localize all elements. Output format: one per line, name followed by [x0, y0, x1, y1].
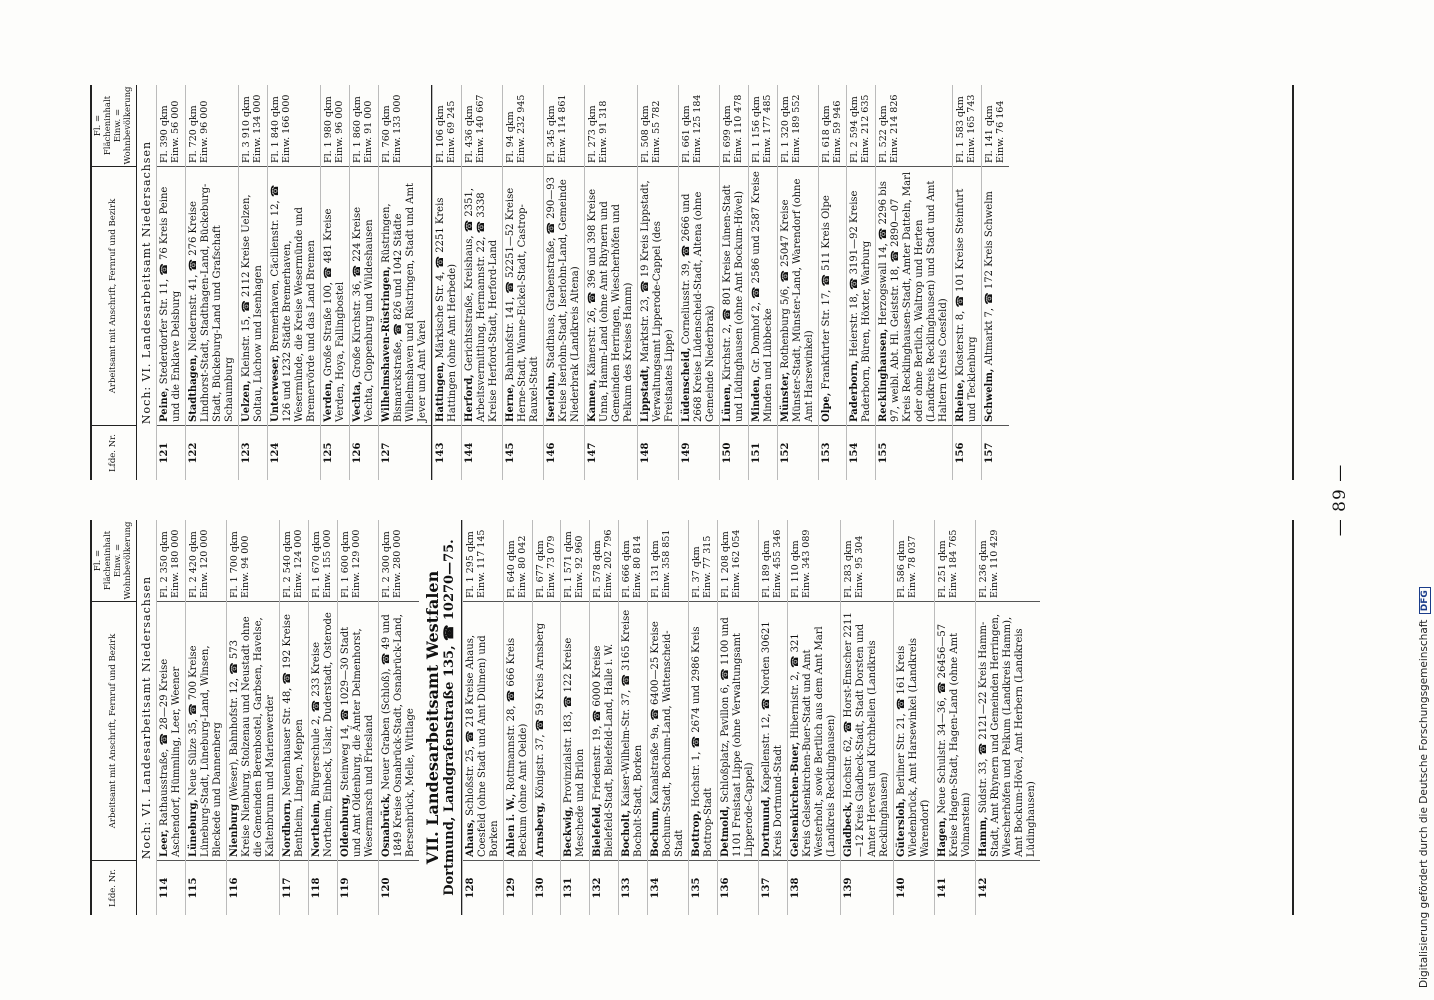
entry-number: 130 — [535, 877, 546, 899]
rows-westfalen — [462, 520, 1040, 915]
area-population: Fl. 345 qkm Einw. 114 861 — [544, 85, 584, 167]
office-details: Stadthaus, Grabenstraße, ☎ 290—93 Kreise Iserlohn-Stadt, Iserlohn-Land, Gemeinde Niederbrak (Landkreis Altena) — [546, 177, 581, 422]
office-place: Paderborn, — [848, 359, 860, 422]
office-details: Neuenhauser Str. 48, ☎ 192 Kreise Bentheim, Lingen, Meppen — [282, 614, 305, 857]
entry-description — [338, 602, 378, 861]
entry-description — [638, 167, 678, 426]
table-row — [787, 520, 840, 915]
entry-description — [503, 167, 543, 426]
digitization-credit — [1418, 587, 1431, 988]
table-row — [678, 85, 719, 480]
entry-description — [819, 167, 846, 426]
entry-description — [533, 602, 560, 861]
column-header — [92, 85, 137, 480]
entry-number: 134 — [649, 877, 661, 899]
header-area: Fl. = Flächeninhalt Einw. = Wohnbevölkerung — [92, 520, 136, 602]
table-row — [267, 85, 320, 480]
entry-number: 121 — [159, 442, 170, 464]
table-row — [503, 520, 532, 915]
entry-description — [463, 602, 503, 861]
entry-description — [350, 167, 378, 426]
entry-number: 138 — [789, 877, 801, 899]
header-desc: Arbeitsamt mit Anschrift, Fernruf und Bezirk — [92, 602, 136, 861]
office-place: Osnabrück, — [381, 792, 392, 857]
entry-number: 126 — [352, 442, 363, 464]
office-place: Vechta, — [352, 380, 363, 422]
table-row — [502, 85, 543, 480]
area-population: Fl. 1 295 qkm Einw. 117 145 — [463, 520, 503, 602]
office-place: Unterweser, — [270, 354, 281, 422]
continuation-line: Noch: VI. Landesarbeitsamt Niedersachsen — [140, 575, 153, 860]
area-population: Fl. 1 208 qkm Einw. 162 054 — [718, 520, 758, 602]
area-population: Fl. 3 910 qkm Einw. 134 000 — [239, 85, 267, 167]
table-row — [432, 85, 461, 480]
entry-description — [749, 167, 777, 426]
office-details: Hibernistr. 2, ☎ 321 Kreis Gelsenkirchen-Buer-Stadt und Amt Westerholt, sowie Bertlich aus dem Amt Marl (Landkreis Recklinghausen) — [789, 626, 837, 857]
office-place: Recklinghausen, — [877, 328, 889, 422]
entry-number: 120 — [381, 877, 392, 899]
area-population: Fl. 273 qkm Einw. 91 318 — [585, 85, 637, 167]
table-row — [337, 520, 378, 915]
page-number: — 89 — — [1330, 463, 1350, 537]
entry-number: 151 — [751, 442, 762, 464]
entry-description — [935, 602, 975, 861]
area-population: Fl. 1 571 qkm Einw. 92 960 — [561, 520, 589, 602]
area-population: Fl. 251 qkm Einw. 184 765 — [935, 520, 975, 602]
office-details: Bürgerschule 2, ☎ 233 Kreise Northeim, Einbeck, Uslar, Duderstadt, Osterode — [311, 612, 334, 857]
entry-description — [689, 602, 717, 861]
office-details: Kirchstr. 2, ☎ 801 Kreise Lünen-Stadt und Lüdinghausen (ohne Amt Bockum-Hövel) — [722, 184, 745, 422]
office-place: Minden, — [751, 375, 762, 422]
office-details: Gerichtsstraße, Kreishaus, ☎ 2351, Arbeitsvermittlung, Hermannstr. 22, ☎ 3338 Kreise Herford-Stadt, Herford-Land — [464, 187, 499, 422]
area-population: Fl. 2 350 qkm Einw. 180 000 — [157, 520, 185, 602]
office-place: Peine, — [159, 387, 170, 422]
table-row — [378, 520, 419, 915]
office-details: Rüstringen, Bismarckstraße, ☎ 826 und 1042 Städte Wilhelmshaven und Rüstringen, Stadt und Amt Jever und Amt Varel — [381, 183, 428, 422]
area-population: Fl. 283 qkm Einw. 95 304 — [841, 520, 893, 602]
entry-number: 143 — [435, 442, 446, 464]
entry-description — [982, 167, 1009, 426]
area-population: Fl. 640 qkm Einw. 80 042 — [504, 520, 532, 602]
office-place: Hagen, — [936, 816, 948, 857]
entry-description — [379, 602, 419, 861]
area-population: Fl. 37 qkm Einw. 77 315 — [689, 520, 717, 602]
entry-description — [309, 602, 337, 861]
table-row — [560, 520, 589, 915]
entry-number: 152 — [780, 442, 791, 464]
entry-description — [718, 602, 758, 861]
office-place: Gelsenkirchen-Buer, — [789, 741, 801, 857]
right-column — [90, 85, 1294, 480]
table-row — [589, 520, 618, 915]
office-details: Rathausstraße, ☎ 28—29 Kreise Aschendorf, Hümmling, Leer, Weener — [159, 658, 182, 857]
section-title: VII. Landesarbeitsamt Westfalen — [423, 570, 442, 865]
table-row — [543, 85, 584, 480]
office-place: Wilhelmshaven-Rüstringen, — [381, 266, 392, 422]
office-place: Herne, — [505, 383, 516, 422]
office-details: Provinzialstr. 183, ☎ 122 Kreise Meschede und Brilon — [562, 637, 586, 857]
section-address: Dortmund, Landgrafenstraße 135, ☎ 10270—75. — [442, 520, 462, 915]
office-place: Arnsberg, — [535, 801, 546, 857]
office-place: Bochum, — [649, 807, 661, 857]
entry-number: 131 — [562, 877, 574, 899]
entry-description — [648, 602, 688, 861]
entry-description — [847, 167, 875, 426]
entry-number: 129 — [506, 877, 517, 899]
office-details: Marktstr. 23, ☎ 19 Kreis Lippstadt, Verwaltungsamt Lipperode-Cappel (des Freistaates Lippe) — [640, 180, 675, 422]
table-row — [349, 85, 378, 480]
entry-description — [619, 602, 647, 861]
area-population: Fl. 720 qkm Einw. 96 000 — [186, 85, 238, 167]
office-details: Heierstr. 18, ☎ 3191—92 Kreise Paderborn, Büren, Höxter, Warburg — [848, 190, 872, 422]
left-column — [90, 520, 1294, 915]
entry-number: 139 — [842, 877, 854, 899]
office-place: Oldenburg, — [340, 793, 351, 857]
table-row — [320, 85, 349, 480]
area-population: Fl. 141 qkm Einw. 76 164 — [982, 85, 1009, 167]
entry-number: 146 — [546, 442, 557, 464]
table-row — [647, 520, 688, 915]
entry-description — [186, 602, 226, 861]
table-row — [279, 520, 308, 915]
entry-number: 141 — [936, 877, 948, 899]
office-details: Hochstr. 62, ☎ Horst-Emscher 2211—12 Kreis Gladbeck-Stadt, Stadt Dorsten und Amter Hervest und Kirchhellen (Landkreis Recklinghausen) — [842, 612, 890, 857]
entry-number: 132 — [591, 877, 603, 899]
rows-niedersachsen — [156, 85, 431, 480]
office-place: Münster, — [780, 371, 791, 422]
area-population: Fl. 508 qkm Einw. 55 782 — [638, 85, 678, 167]
area-population: Fl. 2 420 qkm Einw. 120 000 — [186, 520, 226, 602]
table-row — [818, 85, 846, 480]
area-population: Fl. 2 540 qkm Einw. 124 000 — [280, 520, 308, 602]
table-row — [584, 85, 637, 480]
entry-number: 136 — [719, 877, 731, 899]
table-row — [688, 520, 717, 915]
office-place: Bottrop, — [690, 810, 702, 857]
entry-number: 116 — [229, 877, 240, 899]
office-details: Königstr. 37, ☎ 59 Kreis Arnsberg — [535, 622, 546, 799]
entry-description — [590, 602, 618, 861]
office-place: Hattingen, — [435, 361, 446, 422]
office-details: Kleinstr. 15, ☎ 2112 Kreise Uelzen, Soltau, Lüchow und Isenhagen — [241, 194, 264, 422]
table-row — [637, 85, 678, 480]
entry-number: 142 — [977, 877, 989, 899]
entry-description — [679, 167, 719, 426]
office-details: Friedenstr. 19, ☎ 6000 Kreise Bielefeld-Stadt, Bielefeld-Land, Halle i. W. — [591, 643, 615, 857]
entry-description — [504, 602, 532, 861]
entry-description — [894, 602, 934, 861]
entry-number: 156 — [954, 442, 966, 464]
area-population: Fl. 699 qkm Einw. 110 478 — [720, 85, 748, 167]
header-area: Fl. = Flächeninhalt Einw. = Wohnbevölkerung — [92, 85, 136, 167]
table-row — [238, 85, 267, 480]
entry-number: 137 — [760, 877, 772, 899]
entry-description — [778, 167, 818, 426]
office-details: Schloßstr. 25, ☎ 218 Kreise Ahaus, Coesfeld (ohne Stadt und Amt Dülmen) und Borken — [465, 634, 500, 857]
entry-description — [280, 602, 308, 861]
table-row — [226, 520, 279, 915]
entry-description — [379, 167, 431, 426]
entry-description — [462, 167, 502, 426]
office-place: Bielefeld, — [591, 803, 603, 857]
header-desc: Arbeitsamt mit Anschrift, Fernruf und Bezirk — [92, 167, 136, 426]
entry-description — [720, 167, 748, 426]
entry-number: 148 — [640, 442, 651, 464]
office-details: Altmarkt 7, ☎ 172 Kreis Schwelm — [983, 191, 995, 366]
office-place: Uelzen, — [241, 380, 252, 422]
area-population: Fl. 2 594 qkm Einw. 212 635 — [847, 85, 875, 167]
entry-number: 123 — [241, 442, 252, 464]
area-population: Fl. 1 980 qkm Einw. 96 000 — [321, 85, 349, 167]
office-details: Bremerhaven, Cäcilienstr. 12, ☎ 126 und 1232 Städte Bremerhaven, Wesermünde, die Kreise Wesermünde und Bremervörde und das Land Bremen — [270, 184, 317, 422]
area-population: Fl. 94 qkm Einw. 232 945 — [503, 85, 543, 167]
office-details: Steinweg 14, ☎ 1029—30 Stadt und Amt Oldenburg, die Ämter Delmenhorst, Wesermarsch und Friesland — [340, 626, 375, 857]
area-population: Fl. 1 583 qkm Einw. 165 743 — [953, 85, 981, 167]
office-details: Kaiser-Wilhelm-Str. 37, ☎ 3165 Kreise Bocholt-Stadt, Borken — [620, 609, 644, 857]
table-row — [719, 85, 748, 480]
table-row — [875, 85, 952, 480]
entry-number: 149 — [681, 442, 692, 464]
entry-description — [976, 602, 1040, 861]
office-place: Herford, — [464, 374, 475, 422]
area-population: Fl. 390 qkm Einw. 56 000 — [157, 85, 185, 167]
area-population: Fl. 436 qkm Einw. 140 667 — [462, 85, 502, 167]
dfg-logo: DFG — [1419, 587, 1431, 614]
entry-number: 115 — [188, 877, 199, 899]
table-row — [748, 85, 777, 480]
office-place: Gladbeck, — [842, 801, 854, 857]
table-row — [840, 520, 893, 915]
office-place: Lippstadt, — [640, 365, 651, 422]
entry-number: 154 — [848, 442, 860, 464]
entry-number: 133 — [620, 877, 632, 899]
office-place: Nienburg — [229, 803, 240, 857]
office-details: Berliner Str. 21, ☎ 161 Kreis Wiedenbrück, Amt Harsewinkel (Landkreis Warendorf) — [895, 637, 931, 857]
table-row — [156, 520, 185, 915]
office-details: Neue Schulstr. 34—36, ☎ 26456—57 Kreise Hagen-Stadt, Hagen-Land (ohne Amt Volmarstein) — [936, 623, 972, 857]
office-place: Dortmund, — [760, 796, 772, 857]
area-population: Fl. 2 300 qkm Einw. 280 000 — [379, 520, 419, 602]
table-row — [934, 520, 975, 915]
office-details: Rothenburg 5/6, ☎ 25047 Kreise Münster-Stadt, Münster-Land, Warendorf (ohne Amt Harsewinkel) — [780, 178, 815, 422]
table-row — [308, 520, 337, 915]
table-row — [893, 520, 934, 915]
area-population: Fl. 1 700 qkm Einw. 94 000 — [227, 520, 279, 602]
entry-description — [585, 167, 637, 426]
entry-number: 145 — [505, 442, 516, 464]
table-row — [532, 520, 560, 915]
table-row — [758, 520, 787, 915]
office-place: Lüdenscheid, — [681, 347, 692, 422]
office-place: Stadthagen, — [188, 354, 199, 422]
entry-number: 135 — [690, 877, 702, 899]
table-row — [618, 520, 647, 915]
entry-number: 128 — [465, 877, 476, 899]
area-population: Fl. 131 qkm Einw. 358 851 — [648, 520, 688, 602]
office-place: Ahaus, — [465, 819, 476, 857]
entry-description — [433, 167, 461, 426]
office-place: Beckwig, — [562, 806, 574, 857]
area-population: Fl. 578 qkm Einw. 202 796 — [590, 520, 618, 602]
area-population: Fl. 189 qkm Einw. 455 346 — [759, 520, 787, 602]
office-details: Märkische Str. 4, ☎ 2251 Kreis Hattingen (ohne Amt Herbede) — [435, 197, 458, 422]
table-row — [462, 520, 503, 915]
office-details: Schloßplatz, Pavillon 6, ☎ 1100 und 1101 Freistaat Lippe (ohne Verwaltungsamt Lipperode-Cappel) — [719, 617, 755, 857]
table-row — [717, 520, 758, 915]
area-population: Fl. 1 156 qkm Einw. 177 485 — [749, 85, 777, 167]
table-row — [952, 85, 981, 480]
office-details: (Weser), Bahnhofstr. 12, ☎ 573 Kreise Nienburg, Stolzenau und Neustadt ohne die Gemeinden Berenbostel, Garbsen, Havelse, Kaltenbrunn und Marienwerder — [229, 616, 276, 857]
office-details: Kapellenstr. 12, ☎ Norden 30621 Kreis Dortmund-Stadt — [760, 621, 784, 857]
table-row — [777, 85, 818, 480]
area-population: Fl. 1 320 qkm Einw. 189 552 — [778, 85, 818, 167]
office-details: Neue Sülze 35, ☎ 700 Kreise Lüneburg-Stadt, Lüneburg-Land, Winsen, Bleckede und Dannenberg — [188, 645, 223, 857]
office-details: Niedernstr. 41, ☎ 276 Kreise Lindhorst-Stadt, Stadthagen-Land, Bückeburg-Stadt, Bückeburg-Land und Grafschaft Schaumburg — [188, 183, 235, 422]
entry-description — [186, 167, 238, 426]
entry-number: 157 — [983, 442, 995, 464]
table-row — [846, 85, 875, 480]
office-place: Detmold, — [719, 805, 731, 857]
office-details: Corneliusstr. 39, ☎ 2666 und 2668 Kreise Lüdenscheid-Stadt, Altena (ohne Gemeinde Niederbrak) — [681, 191, 716, 422]
entry-number: 155 — [877, 442, 889, 464]
table-row — [378, 85, 431, 480]
table-row — [975, 520, 1040, 915]
area-population: Fl. 677 qkm Einw. 73 079 — [533, 520, 560, 602]
area-population: Fl. 1 840 qkm Einw. 166 000 — [268, 85, 320, 167]
area-population: Fl. 618 qkm Einw. 59 946 — [819, 85, 846, 167]
table-row — [185, 85, 238, 480]
office-details: Herzogswall 14, ☎ 2296 bis 97, weibl. Abt. Hl. Geiststr. 18, ☎ 2890—07 Kreis Recklinghausen-Stadt, Amter Datteln, Marl oder ohne Bertlich, Waltrop und Herten (Landkreis Recklinghausen) und Stadt und Amt Haltern (Kreis Coesfeld) — [877, 171, 949, 422]
office-details: Kanalstraße 9a, ☎ 6400—25 Kreise Bochum-Stadt, Bochum-Land, Wattenscheid-Stadt — [649, 621, 685, 857]
entry-number: 119 — [340, 877, 351, 899]
entry-number: 114 — [159, 877, 170, 899]
entry-description — [157, 602, 185, 861]
office-details: Kämerstr. 26, ☎ 396 und 398 Kreise Unna, Hamm-Land (ohne Amt Rhynern und Gemeinden Herringen, Wiescherhöfen und Pelkum des Kreises Hamm) — [587, 189, 634, 422]
entry-description — [321, 167, 349, 426]
office-details: Rottmannstr. 28, ☎ 666 Kreis Beckum (ohne Amt Oelde) — [506, 637, 529, 857]
area-population: Fl. 110 qkm Einw. 343 089 — [788, 520, 840, 602]
table-row — [185, 520, 226, 915]
area-population: Fl. 586 qkm Einw. 78 037 — [894, 520, 934, 602]
entry-description — [876, 167, 952, 426]
entry-number: 118 — [311, 877, 322, 899]
table-row — [461, 85, 502, 480]
entry-description — [759, 602, 787, 861]
entry-number: 124 — [270, 442, 281, 464]
area-population: Fl. 666 qkm Einw. 80 814 — [619, 520, 647, 602]
office-details: Große Kirchstr. 36, ☎ 224 Kreise Vechta, Cloppenburg und Wildeshausen — [352, 207, 375, 422]
office-place: Gütersloh, — [895, 798, 907, 857]
area-population: Fl. 522 qkm Einw. 214 826 — [876, 85, 952, 167]
office-place: Leer, — [159, 829, 170, 857]
office-details: Hochstr. 1, ☎ 2674 und 2986 Kreis Bottrop-Stadt — [690, 626, 714, 857]
area-population: Fl. 760 qkm Einw. 133 000 — [379, 85, 431, 167]
office-details: Stederdorfer Str. 11, ☎ 76 Kreis Peine und die Enklave Delsburg — [159, 186, 182, 422]
entry-number: 125 — [323, 442, 334, 464]
entry-number: 122 — [188, 442, 199, 464]
office-place: Northeim, — [311, 799, 322, 857]
area-population: Fl. 236 qkm Einw. 110 429 — [976, 520, 1040, 602]
table-row — [981, 85, 1009, 480]
office-details: Bahnhofstr. 141, ☎ 52251—52 Kreise Herne-Stadt, Wanne-Eickel-Stadt, Castrop-Rauxel-Stadt — [505, 187, 540, 422]
entry-description — [157, 167, 185, 426]
entry-description — [561, 602, 589, 861]
entry-number: 150 — [722, 442, 733, 464]
column-header — [92, 520, 137, 915]
entry-description — [841, 602, 893, 861]
area-population: Fl. 106 qkm Einw. 69 245 — [433, 85, 461, 167]
office-details: Neuer Graben (Schloß), ☎ 49 und 1849 Kreise Osnabrück-Stadt, Osnabrück-Land, Bersenbrück, Melle, Wittlage — [381, 614, 416, 857]
credit-text: Digitalisierung gefördert durch die Deutsche Forschungsgemeinschaft — [1418, 619, 1430, 988]
area-population: Fl. 1 600 qkm Einw. 129 000 — [338, 520, 378, 602]
entry-number: 153 — [821, 442, 832, 464]
office-details: Südstr. 33, ☎ 2121—22 Kreis Hamm-Stadt, Amt Rhynern und Gemeinden Herringen, Wiescherhöfen und Pelkum (Landkreis Hamm), Amt Bockum-Hövel, Amt Herbern (Landkreis Lüdinghausen) — [977, 613, 1037, 857]
office-place: Ahlen i. W., — [506, 793, 517, 857]
office-place: Hamm, — [977, 816, 989, 857]
entry-description — [239, 167, 267, 426]
office-place: Olpe, — [821, 392, 832, 422]
entry-description — [953, 167, 981, 426]
entry-number: 127 — [381, 442, 392, 464]
office-place: Kamen, — [587, 379, 598, 422]
office-details: Frankfurter Str. 17, ☎ 511 Kreis Olpe — [821, 195, 832, 390]
office-place: Verden, — [323, 379, 334, 422]
office-details: Große Straße 100, ☎ 481 Kreise Verden, Hoya, Fallingbostel — [323, 208, 346, 422]
table-row — [156, 85, 185, 480]
office-place: Iserlohn, — [546, 371, 557, 422]
entry-description — [544, 167, 584, 426]
header-nr: Lfde. Nr. — [108, 434, 119, 472]
entry-description — [788, 602, 840, 861]
office-details: Klosterstr. 8, ☎ 101 Kreise Steinfurt und Tecklenburg — [954, 188, 978, 422]
entry-number: 140 — [895, 877, 907, 899]
area-population: Fl. 1 670 qkm Einw. 155 000 — [309, 520, 337, 602]
entry-description — [268, 167, 320, 426]
office-place: Lünen, — [722, 383, 733, 422]
rows-niedersachsen — [156, 520, 419, 915]
office-details: Gr. Domhof 2, ☎ 2586 und 2587 Kreise Minden und Lübbecke — [751, 171, 774, 422]
entry-description — [227, 602, 279, 861]
office-place: Schwelm, — [983, 368, 995, 422]
office-place: Bocholt, — [620, 809, 632, 857]
office-place: Lüneburg, — [188, 799, 199, 857]
entry-number: 144 — [464, 442, 475, 464]
office-place: Rheine, — [954, 379, 966, 422]
continuation-line: Noch: VI. Landesarbeitsamt Niedersachsen — [140, 140, 153, 425]
entry-number: 117 — [282, 877, 293, 899]
area-population: Fl. 1 860 qkm Einw. 91 000 — [350, 85, 378, 167]
header-nr: Lfde. Nr. — [108, 869, 119, 907]
rows-westfalen — [431, 85, 1009, 480]
area-population: Fl. 661 qkm Einw. 125 184 — [679, 85, 719, 167]
entry-number: 147 — [587, 442, 598, 464]
office-place: Nordhorn, — [282, 798, 293, 857]
